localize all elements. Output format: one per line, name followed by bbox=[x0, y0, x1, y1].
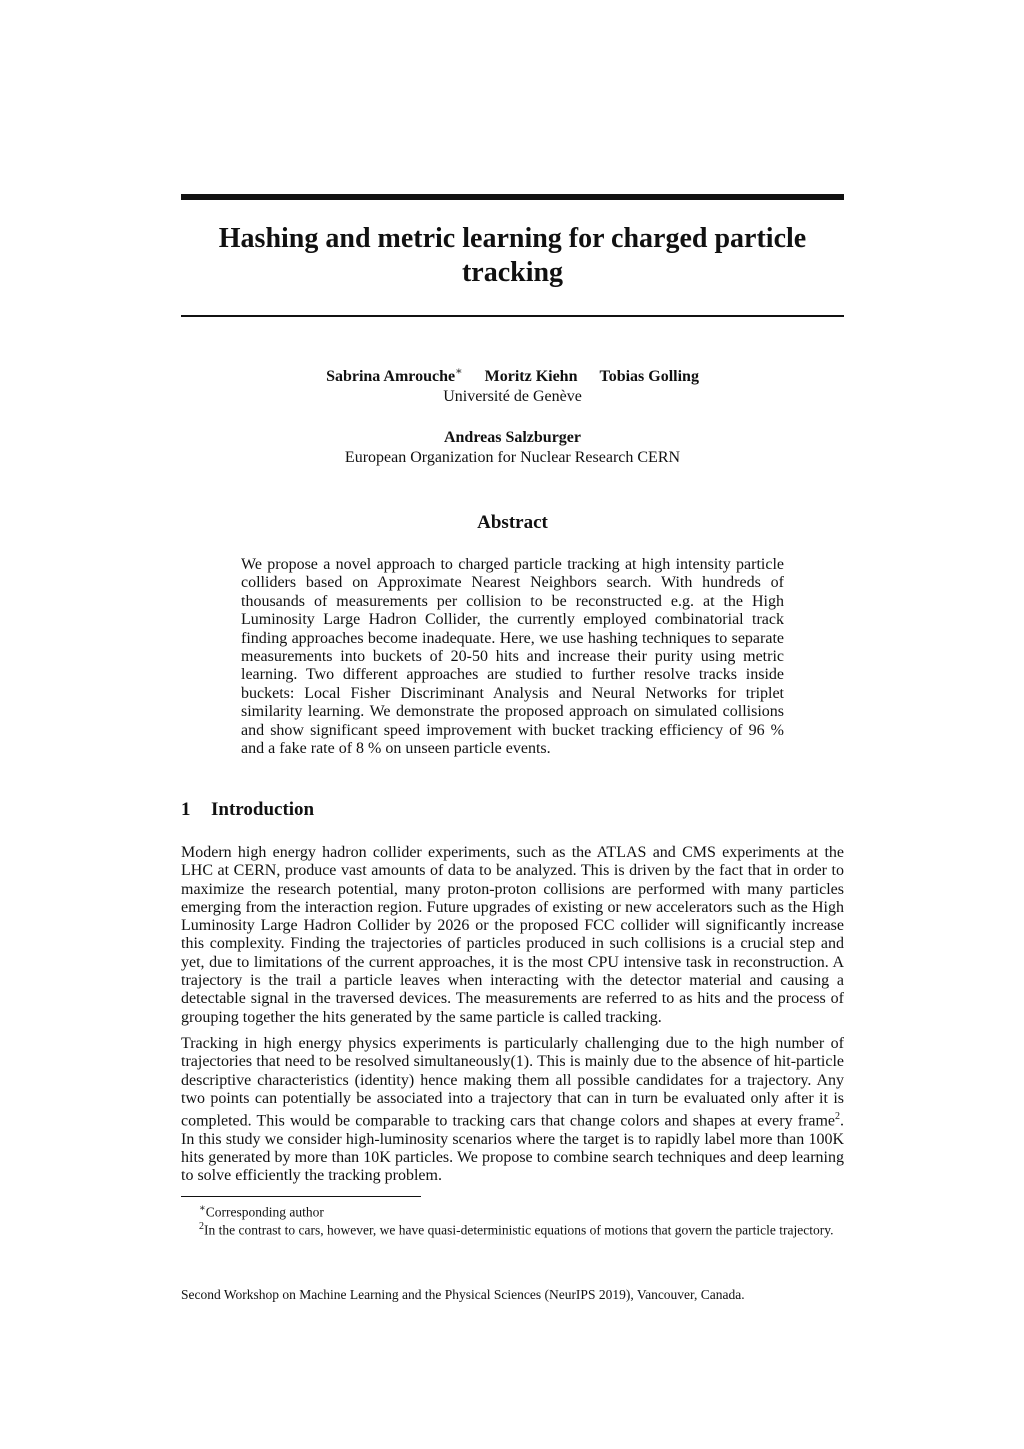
intro-paragraph-1: Modern high energy hadron collider experiments, such as the ATLAS and CMS experiments at the LHC at CERN, produce vast amounts of data to be analyzed. This is driven by the fact that in order to maximize the research potential, many proton-proton collisions are performed with many particles emerging from the interaction region. Future upgrades of existing or new accelerators such as the High Luminosity Large Hadron Collider by 2026 or the proposed FCC collider will significantly increase this complexity. Finding the trajectories of particles produced in such collisions is a crucial step and yet, due to limitations of the current approaches, it is the most CPU intensive task in reconstruction. A trajectory is the trail a particle leaves when interacting with the detector material and causing a detectable signal in the traversed devices. The measurements are referred to as hits and the process of grouping together the hits generated by the same particle is called tracking. bbox=[181, 844, 844, 1026]
author-4: Andreas Salzburger bbox=[443, 429, 582, 446]
footnote-2-mark: 2 bbox=[199, 1221, 204, 1232]
footnote-1-text: Corresponding author bbox=[205, 1204, 324, 1220]
author-1 bbox=[326, 368, 463, 385]
intro-paragraph-2 bbox=[181, 1035, 844, 1186]
author-1-mark: ∗ bbox=[455, 366, 463, 378]
section-number: 1 bbox=[181, 799, 191, 820]
footnote-2-text: In the contrast to cars, however, we have quasi-deterministic equations of motions that govern the particle trajectory. bbox=[204, 1222, 834, 1238]
footnote-2 bbox=[181, 1218, 844, 1239]
venue-footer: Second Workshop on Machine Learning and the Physical Sciences (NeurIPS 2019), Vancouver, Canada. bbox=[181, 1287, 745, 1302]
author-names bbox=[181, 362, 844, 387]
abstract-heading: Abstract bbox=[477, 512, 548, 533]
abstract-text: We propose a novel approach to charged particle tracking at high intensity particle colliders based on Approximate Nearest Neighbors search. With hundreds of thousands of measurements per collision to be reconstructed e.g. at the High Luminosity Large Hadron Collider, the currently employed combinatorial track finding approaches become inadequate. Here, we use hashing techniques to separate measurements into buckets of 20-50 hits and increase their purity using metric learning. Two different approaches are studied to further resolve tracks inside buckets: Local Fisher Discriminant Analysis and Neural Networks for triplet similarity learning. We demonstrate the proposed approach on simulated collisions and show significant speed improvement with bucket tracking efficiency of 96 % and a fake rate of 8 % on unseen particle events. bbox=[241, 556, 784, 758]
intro-paragraph-2-part-b: . In this study we consider high-luminosity scenarios where the target is to rapidly label more than 100K hits generated by more than 10K particles. We propose to combine search techniques and deep learning to solve efficiently the tracking problem. bbox=[181, 1112, 844, 1185]
section-title: Introduction bbox=[211, 799, 315, 820]
section-heading bbox=[181, 799, 314, 821]
intro-paragraph-2-part-a: Tracking in high energy physics experiments is particularly challenging due to the high number of trajectories that need to be resolved simultaneously(1). This is mainly due to the absence of hit-particle descriptive characteristics (identity) hence making them all possible candidates for a trajectory. Any two points can potentially be associated into a trajectory that can in turn be evaluated only after it is completed. This would be comparable to tracking cars that change colors and shapes at every frame bbox=[181, 1035, 844, 1130]
author-2: Moritz Kiehn bbox=[484, 368, 578, 386]
title-top-rule bbox=[181, 194, 844, 200]
footnote-1-mark: ∗ bbox=[199, 1203, 206, 1214]
author-block-1 bbox=[181, 362, 844, 407]
affiliation-1: Université de Genève bbox=[443, 388, 582, 406]
author-3: Tobias Golling bbox=[599, 368, 699, 386]
author-1-name: Sabrina Amrouche bbox=[326, 368, 456, 386]
paper-title: Hashing and metric learning for charged particle tracking bbox=[218, 223, 807, 288]
footnote-rule bbox=[181, 1196, 421, 1197]
affiliation-2: European Organization for Nuclear Research CERN bbox=[344, 449, 681, 466]
title-bottom-rule bbox=[181, 315, 844, 317]
author-block-2 bbox=[181, 428, 844, 468]
footnote-2-ref: 2 bbox=[835, 1111, 840, 1123]
